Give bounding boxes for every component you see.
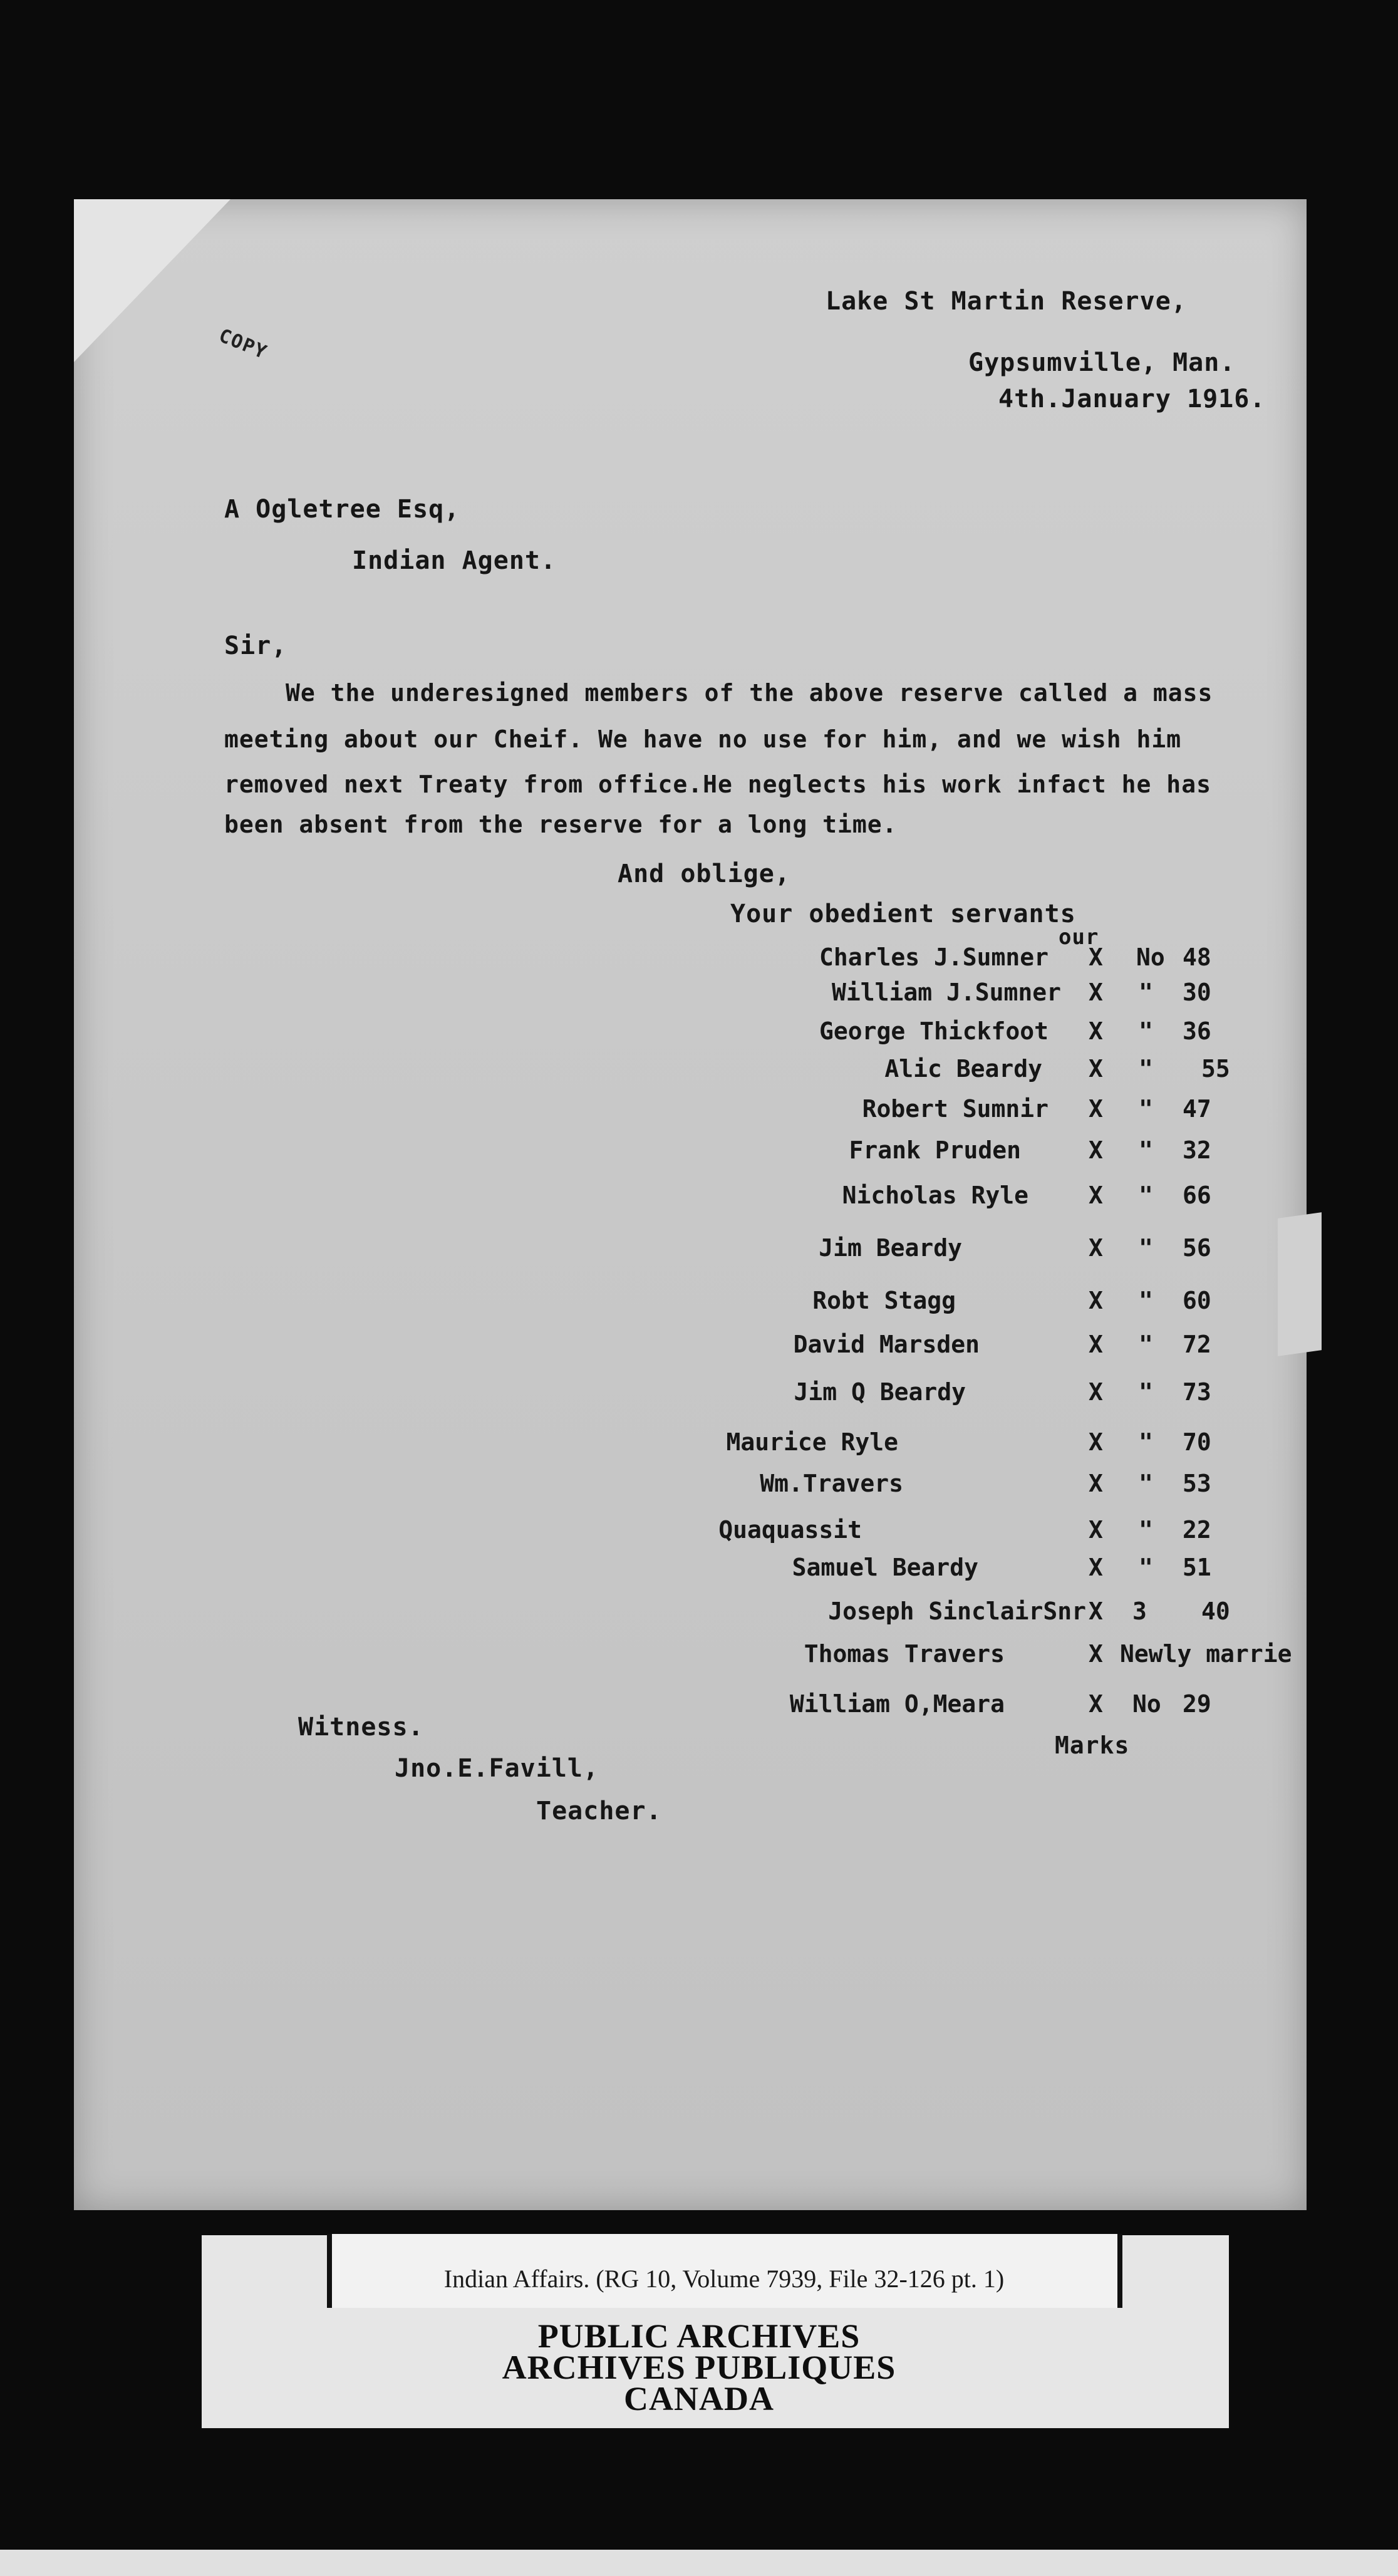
signatory-no: " — [1139, 1182, 1153, 1209]
signatory-no: " — [1139, 1378, 1153, 1406]
address-line-2: Gypsumville, Man. — [968, 348, 1236, 377]
signatory-number: 51 — [1183, 1554, 1211, 1581]
signatory-number: 29 — [1183, 1690, 1211, 1718]
our-label: our — [1059, 925, 1099, 950]
witness-name: Jno.E.Favill, — [395, 1754, 599, 1783]
witness-label: Witness. — [298, 1713, 424, 1742]
signatory-mark: X — [1089, 1640, 1103, 1668]
signatory-number: 47 — [1183, 1095, 1211, 1123]
signatory-mark: X — [1089, 1182, 1103, 1209]
signatory-number: 72 — [1183, 1331, 1211, 1358]
signatory-mark: X — [1089, 1017, 1103, 1045]
signatory-mark: X — [1089, 1428, 1103, 1456]
signatory-number: 66 — [1183, 1182, 1211, 1209]
signatory-number: 36 — [1183, 1017, 1211, 1045]
archive-line-3: CANADA — [624, 2380, 774, 2418]
folded-corner — [74, 199, 230, 362]
signatory-name: Robt Stagg — [812, 1287, 956, 1314]
signatory-mark: X — [1089, 1690, 1103, 1718]
signatory-number: 73 — [1183, 1378, 1211, 1406]
signatory-name: Maurice Ryle — [726, 1428, 898, 1456]
archive-line-1: PUBLIC ARCHIVES — [537, 2317, 861, 2355]
signatory-name: George Thickfoot — [819, 1017, 1048, 1045]
signatory-mark: X — [1089, 1331, 1103, 1358]
signatory-no: " — [1139, 1017, 1153, 1045]
signatory-name: Jim Beardy — [819, 1234, 962, 1262]
closing-obedient-servants: Your obedient servants — [730, 900, 1076, 928]
signatory-mark: X — [1089, 1055, 1103, 1083]
address-line-1: Lake St Martin Reserve, — [826, 287, 1187, 316]
witness-title: Teacher. — [536, 1797, 662, 1826]
marks-label: Marks — [1055, 1732, 1130, 1759]
signatory-name: Frank Pruden — [849, 1136, 1021, 1164]
recipient-name: A Ogletree Esq, — [224, 495, 460, 524]
signatory-number: 30 — [1183, 979, 1211, 1006]
torn-edge — [1278, 1212, 1322, 1356]
signatory-no: " — [1139, 1331, 1153, 1358]
signatory-name: Joseph SinclairSnr — [828, 1597, 1086, 1625]
archive-reference: Indian Affairs. (RG 10, Volume 7939, File 32-126 pt. 1) — [443, 2265, 1005, 2293]
signatory-mark: X — [1089, 1136, 1103, 1164]
signatory-name: Samuel Beardy — [792, 1554, 978, 1581]
letter-date: 4th.January 1916. — [998, 385, 1266, 413]
signatory-mark: X — [1089, 1378, 1103, 1406]
body-line-1: We the underesigned members of the above reserve called a mass — [286, 679, 1213, 707]
signatory-mark: X — [1089, 1597, 1103, 1625]
signatory-name: Thomas Travers — [804, 1640, 1005, 1668]
signatory-no: " — [1139, 979, 1153, 1006]
signatory-mark: X — [1089, 1554, 1103, 1581]
signatory-mark: X — [1089, 1287, 1103, 1314]
signatory-number: 32 — [1183, 1136, 1211, 1164]
signatory-no: " — [1139, 1095, 1153, 1123]
signatory-no: " — [1139, 1136, 1153, 1164]
signatory-no: No — [1132, 1690, 1161, 1718]
body-line-4: been absent from the reserve for a long time. — [224, 811, 898, 838]
recipient-title: Indian Agent. — [352, 546, 557, 575]
signatory-mark: X — [1089, 1516, 1103, 1544]
signatory-name: Wm.Travers — [760, 1470, 903, 1497]
signatory-mark: X — [1089, 943, 1103, 971]
copy-stamp: COPY — [215, 325, 271, 364]
signatory-no: " — [1139, 1287, 1153, 1314]
signatory-name: Alic Beardy — [884, 1055, 1042, 1083]
salutation: Sir, — [224, 631, 287, 660]
scan-bottom-edge — [0, 2550, 1398, 2576]
signatory-number: 56 — [1183, 1234, 1211, 1262]
signatory-number: 55 — [1201, 1055, 1230, 1083]
signatory-number: 22 — [1183, 1516, 1211, 1544]
signatory-no: " — [1139, 1055, 1153, 1083]
signatory-name: Jim Q Beardy — [794, 1378, 966, 1406]
signatory-name: Nicholas Ryle — [842, 1182, 1028, 1209]
signatory-mark: X — [1089, 979, 1103, 1006]
signatory-number: 40 — [1201, 1597, 1230, 1625]
signatory-no: " — [1139, 1554, 1153, 1581]
signatory-number: 60 — [1183, 1287, 1211, 1314]
signatory-number: 48 — [1183, 943, 1211, 971]
signatory-no: Newly marrie — [1120, 1640, 1292, 1668]
signatory-mark: X — [1089, 1095, 1103, 1123]
signatory-name: Charles J.Sumner — [819, 943, 1048, 971]
signatory-no: No — [1136, 943, 1165, 971]
signatory-no: " — [1139, 1234, 1153, 1262]
closing-and-oblige: And oblige, — [618, 860, 790, 888]
body-line-2: meeting about our Cheif. We have no use for him, and we wish him — [224, 725, 1182, 753]
signatory-name: William J.Sumner — [831, 979, 1061, 1006]
body-line-3: removed next Treaty from office.He neglects his work infact he has — [224, 771, 1211, 798]
signatory-no: 3 — [1132, 1597, 1147, 1625]
signatory-no: " — [1139, 1516, 1153, 1544]
signatory-name: Quaquassit — [718, 1516, 862, 1544]
signatory-mark: X — [1089, 1470, 1103, 1497]
signatory-name: William O,Meara — [789, 1690, 1005, 1718]
signatory-no: " — [1139, 1428, 1153, 1456]
signatory-name: Robert Sumnir — [862, 1095, 1048, 1123]
signatory-name: David Marsden — [793, 1331, 980, 1358]
signatory-no: " — [1139, 1470, 1153, 1497]
signatory-mark: X — [1089, 1234, 1103, 1262]
signatory-number: 70 — [1183, 1428, 1211, 1456]
signatory-number: 53 — [1183, 1470, 1211, 1497]
archive-line-2: ARCHIVES PUBLIQUES — [502, 2349, 896, 2386]
